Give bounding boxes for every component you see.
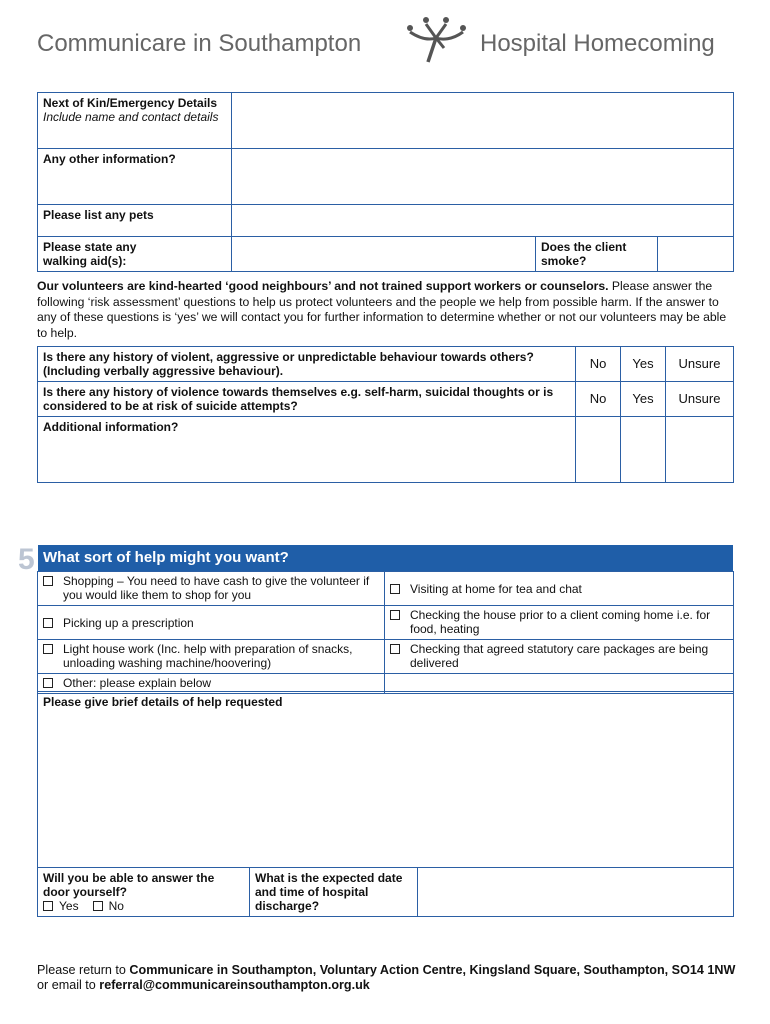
door-question: Will you be able to answer the door yourself? Yes No [38,868,250,917]
checkbox-icon[interactable] [43,618,53,628]
next-of-kin-field[interactable] [232,93,734,149]
risk-question-violent: Is there any history of violent, aggressive or unpredictable behaviour towards others? (Including verbally aggressive behaviour). [38,347,576,382]
q1-yes-option[interactable]: Yes [621,347,666,382]
discharge-field[interactable] [418,868,734,917]
q1-no-option[interactable]: No [576,347,621,382]
walking-aids-label: Please state any walking aid(s): [38,237,232,272]
q2-no-option[interactable]: No [576,382,621,417]
email-link[interactable]: referral@communicareinsouthampton.org.uk [99,978,370,992]
walking-aids-field[interactable] [232,237,536,272]
q2-yes-option[interactable]: Yes [621,382,666,417]
other-info-label: Any other information? [38,149,232,205]
additional-yes-cell[interactable] [621,417,666,483]
section-title: What sort of help might you want? [38,545,733,571]
checkbox-icon[interactable] [390,584,400,594]
return-address: Please return to Communicare in Southampton, Voluntary Action Centre, Kingsland Square, Southampton, SO14 1NW or email to referral@communicareinsouthampton.org.uk [37,963,736,992]
checkbox-icon[interactable] [43,576,53,586]
checkbox-icon[interactable] [43,678,53,688]
additional-info-label[interactable]: Additional information? [38,417,576,483]
next-of-kin-label: Next of Kin/Emergency Details Include name and contact details [38,93,232,149]
option-checking-house[interactable]: Checking the house prior to a client coming home i.e. for food, heating [385,606,734,640]
q2-unsure-option[interactable]: Unsure [666,382,734,417]
option-visiting[interactable]: Visiting at home for tea and chat [385,572,734,606]
door-yes-checkbox[interactable] [43,901,53,911]
checkbox-icon[interactable] [390,610,400,620]
additional-no-cell[interactable] [576,417,621,483]
door-no-checkbox[interactable] [93,901,103,911]
additional-unsure-cell[interactable] [666,417,734,483]
option-shopping[interactable]: Shopping – You need to have cash to give the volunteer if you would like them to shop for you [38,572,385,606]
help-options-table [37,571,734,694]
checkbox-icon[interactable] [43,644,53,654]
pets-label: Please list any pets [38,205,232,237]
other-info-field[interactable] [232,149,734,205]
option-light-house-work[interactable]: Light house work (Inc. help with preparation of snacks, unloading washing machine/hoovering) [38,640,385,674]
discharge-label: What is the expected date and time of hospital discharge? [250,868,418,917]
section-number: 5 [18,543,35,576]
smoke-field[interactable] [658,237,734,272]
contact-table [37,92,734,272]
help-details-field[interactable]: Please give brief details of help requested [38,692,734,868]
pets-field[interactable] [232,205,734,237]
checkbox-icon[interactable] [390,644,400,654]
risk-question-self-harm: Is there any history of violence towards themselves e.g. self-harm, suicidal thoughts or is considered to be at risk of suicide attempts? [38,382,576,417]
option-other[interactable]: Other: please explain below [38,674,385,694]
option-care-packages[interactable]: Checking that agreed statutory care packages are being delivered [385,640,734,674]
smoke-label: Does the client smoke? [536,237,658,272]
risk-table [37,346,734,483]
form-title: Hospital Homecoming [480,30,715,57]
volunteer-notice: Our volunteers are kind-hearted ‘good neighbours’ and not trained support workers or counselors. Please answer the following ‘risk assessment’ questions to help us protect volunteers and the people we help from possible harm. If the answer to any of these questions is ‘yes’ we will contact you for further information to determine whether or not our volunteers may be able to help. [37,279,727,340]
details-table [37,691,734,917]
org-title: Communicare in Southampton [37,30,362,57]
q1-unsure-option[interactable]: Unsure [666,347,734,382]
option-prescription[interactable]: Picking up a prescription [38,606,385,640]
communicare-logo-icon [404,14,470,68]
